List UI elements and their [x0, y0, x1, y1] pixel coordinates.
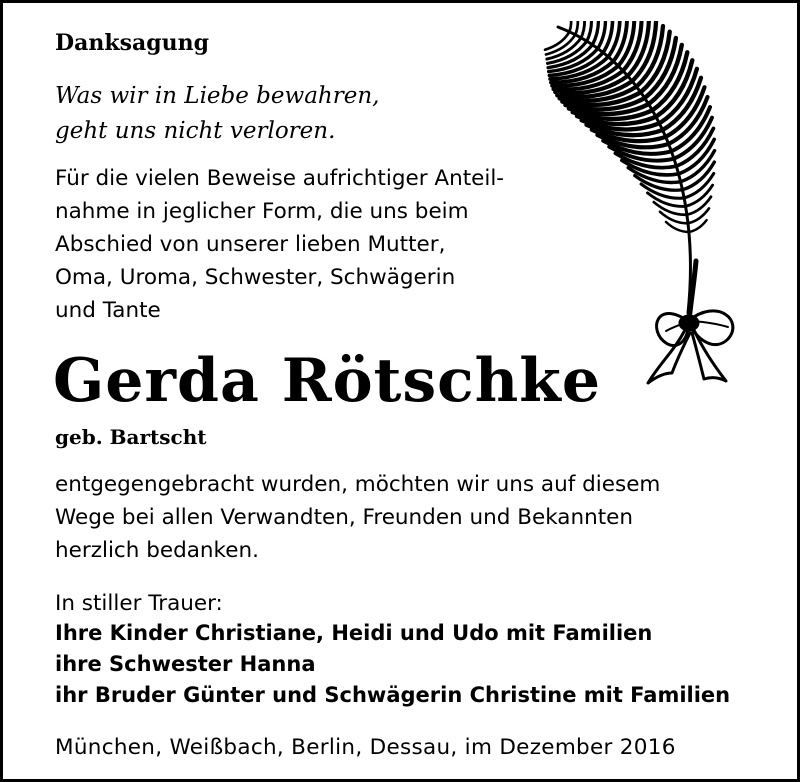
- frond-leaflet: [587, 21, 592, 41]
- quote-line: geht uns nicht verloren.: [55, 118, 336, 144]
- deceased-name: Gerda Rötschke: [53, 346, 602, 416]
- intro-line: Oma, Uroma, Schwester, Schwägerin: [55, 265, 456, 290]
- signers: [55, 618, 730, 711]
- intro-line: Für die vielen Beweise aufrichtiger Anteil-: [55, 166, 505, 191]
- intro-text: [55, 162, 504, 327]
- signer-line: ihr Bruder Günter und Schwägerin Christine mit Familien: [55, 683, 731, 707]
- thanks-line: Wege bei allen Verwandten, Freunden und Bekannten: [55, 505, 634, 530]
- frond-leaflet: [683, 162, 715, 190]
- thanks-text: [55, 468, 660, 567]
- frond-leaflet: [592, 21, 598, 45]
- intro-line: und Tante: [55, 298, 161, 323]
- mourning-label: In stiller Trauer:: [55, 591, 223, 616]
- thanks-line: herzlich bedanken.: [55, 538, 259, 563]
- frond-leaflet: [581, 21, 585, 38]
- intro-line: nahme in jeglicher Form, die uns beim: [55, 199, 469, 224]
- signer-line: ihre Schwester Hanna: [55, 652, 316, 676]
- quote: [55, 79, 379, 149]
- thanks-line: entgegengebracht wurden, möchten wir uns auf diesem: [55, 472, 661, 497]
- signer-line: Ihre Kinder Christiane, Heidi und Udo mit Familien: [55, 621, 653, 645]
- place-date: München, Weißbach, Berlin, Dessau, im Dezember 2016: [55, 735, 676, 760]
- heading: Danksagung: [55, 30, 209, 56]
- frond-leaflet: [546, 35, 575, 55]
- intro-line: Abschied von unserer lieben Mutter,: [55, 232, 446, 257]
- frond-leaflet: [545, 32, 569, 50]
- maiden-name: geb. Bartscht: [55, 425, 207, 449]
- frond-leaflet: [575, 21, 578, 35]
- quote-line: Was wir in Liebe bewahren,: [55, 83, 380, 109]
- palm-frond-with-bow-icon: [538, 21, 783, 411]
